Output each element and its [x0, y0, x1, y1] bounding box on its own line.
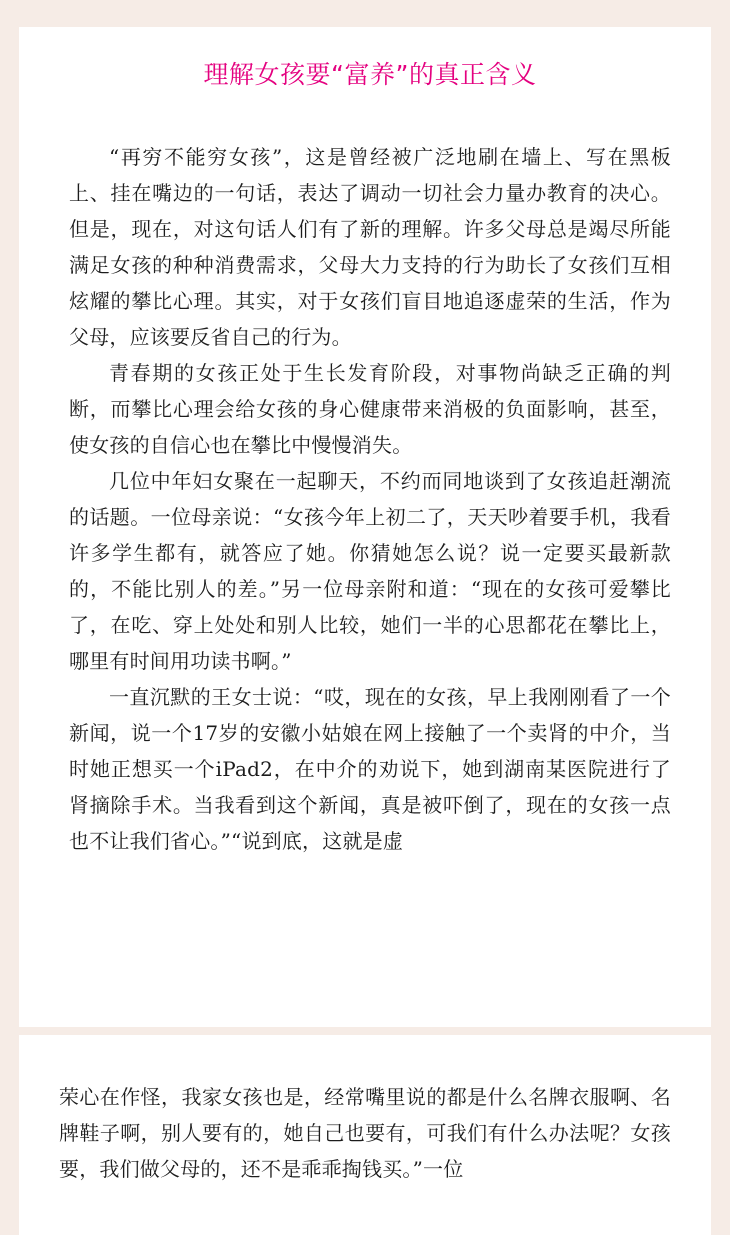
- paragraph-1: “再穷不能穷女孩”，这是曾经被广泛地刷在墙上、写在黑板上、挂在嘴边的一句话，表达了调动一切社会力量办教育的决心。但是，现在，对这句话人们有了新的理解。许多父母总是竭尽所能满足女孩的种种消费需求，父母大力支持的行为助长了女孩们互相炫耀的攀比心理。其实，对于女孩们盲目地追逐虚荣的生活，作为父母，应该要反省自己的行为。: [69, 145, 671, 349]
- paragraph-3: 几位中年妇女聚在一起聊天，不约而同地谈到了女孩追赶潮流的话题。一位母亲说：“女孩今年上初二了，天天吵着要手机，我看许多学生都有，就答应了她。你猜她怎么说？说一定要买最新款的，不能比别人的差。”另一位母亲附和道：“现在的女孩可爱攀比了，在吃、穿上处处和别人比较，她们一半的心思都花在攀比上，哪里有时间用功读书啊。”: [69, 469, 671, 673]
- paragraph-4: 一直沉默的王女士说：“哎，现在的女孩，早上我刚刚看了一个新闻，说一个17岁的安徽小姑娘在网上接触了一个卖肾的中介，当时她正想买一个iPad2，在中介的劝说下，她到湖南某医院进行了肾摘除手术。当我看到这个新闻，真是被吓倒了，现在的女孩一点也不让我们省心。”“说到底，这就是虚: [69, 685, 671, 853]
- page-top: [19, 27, 711, 1027]
- paragraph-2: 青春期的女孩正处于生长发育阶段，对事物尚缺乏正确的判断，而攀比心理会给女孩的身心健康带来消极的负面影响，甚至，使女孩的自信心也在攀比中慢慢消失。: [69, 361, 671, 457]
- page-bottom: [19, 1035, 711, 1235]
- body-text: [69, 139, 671, 859]
- paragraph-continued: 荣心在作怪，我家女孩也是，经常嘴里说的都是什么名牌衣服啊、名牌鞋子啊，别人要有的，她自己也要有，可我们有什么办法呢？女孩要，我们做父母的，还不是乖乖掏钱买。”一位: [59, 1085, 671, 1181]
- chapter-title: 理解女孩要“富养”的真正含义: [203, 60, 537, 89]
